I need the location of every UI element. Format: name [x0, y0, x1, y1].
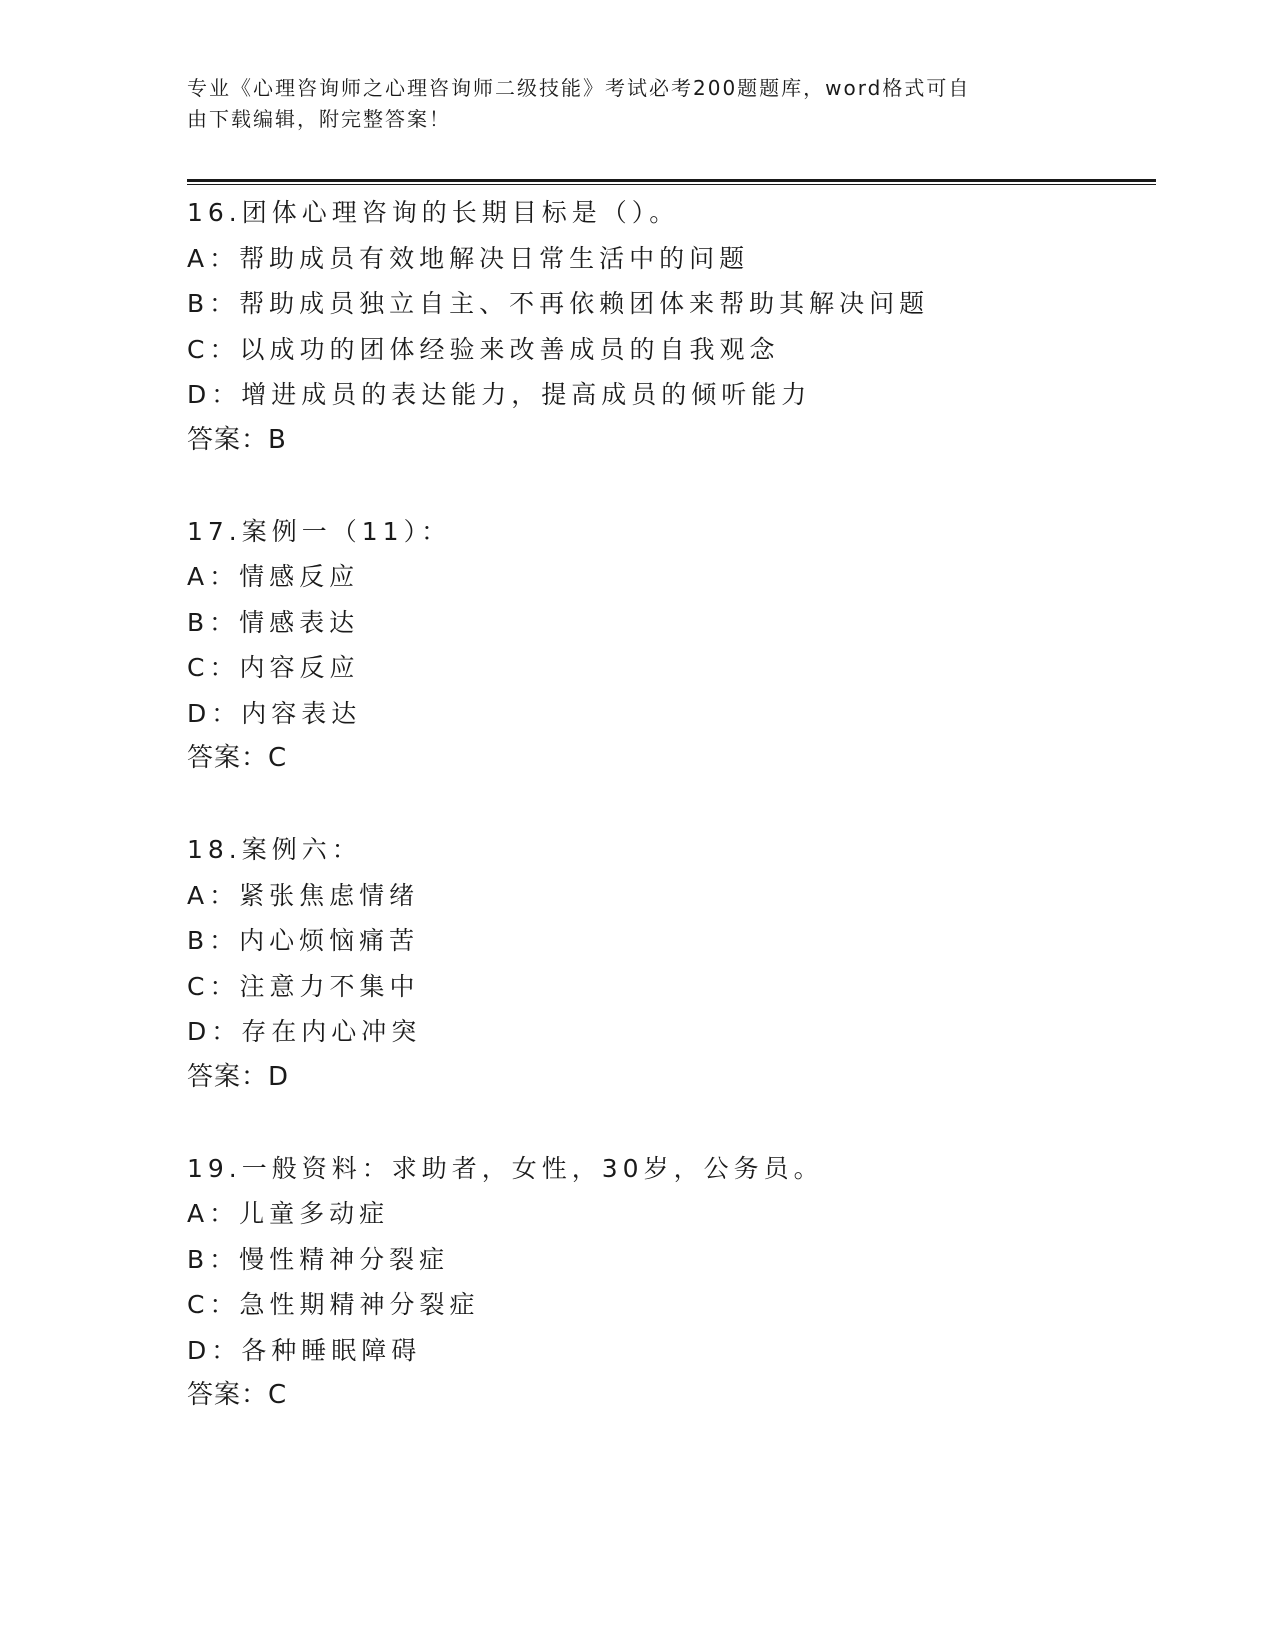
- option-b: B：慢性精神分裂症: [187, 1244, 450, 1274]
- header-divider-thick: [187, 179, 1156, 182]
- question-stem: 17.案例一（11）：: [187, 516, 452, 546]
- option-c: C：注意力不集中: [187, 971, 420, 1001]
- header-divider-thin: [187, 184, 1156, 185]
- option-b: B：内心烦恼痛苦: [187, 926, 420, 955]
- option-d: D：内容表达: [187, 698, 362, 728]
- question-17: [187, 509, 1147, 782]
- option-c: C：急性期精神分裂症: [187, 1290, 480, 1319]
- option-b: B：情感表达: [187, 607, 360, 637]
- option-c: C：以成功的团体经验来改善成员的自我观念: [187, 334, 780, 364]
- document-header: [187, 73, 1067, 135]
- option-a: A：儿童多动症: [187, 1199, 390, 1228]
- answer: 答案：C: [187, 743, 288, 773]
- option-d: D：增进成员的表达能力，提高成员的倾听能力: [187, 380, 812, 409]
- option-d: D：各种睡眠障碍: [187, 1335, 422, 1365]
- option-a: A：帮助成员有效地解决日常生活中的问题: [187, 243, 750, 273]
- option-a: A：紧张焦虑情绪: [187, 880, 420, 910]
- answer: 答案：C: [187, 1380, 288, 1410]
- question-18: [187, 827, 1147, 1100]
- question-stem: 18.案例六：: [187, 835, 362, 864]
- option-b: B：帮助成员独立自主、不再依赖团体来帮助其解决问题: [187, 289, 930, 318]
- answer: 答案：D: [187, 1061, 290, 1092]
- question-list: [187, 190, 1147, 1464]
- header-line-2: 由下载编辑，附完整答案！: [187, 107, 451, 131]
- answer: 答案：B: [187, 424, 287, 455]
- question-16: [187, 190, 1147, 463]
- question-stem: 19.一般资料：求助者，女性，30岁，公务员。: [187, 1153, 824, 1183]
- option-a: A：情感反应: [187, 562, 360, 591]
- option-d: D：存在内心冲突: [187, 1017, 422, 1046]
- question-stem: 16.团体心理咨询的长期目标是（）。: [187, 198, 680, 227]
- option-c: C：内容反应: [187, 653, 360, 682]
- header-line-1: 专业《心理咨询师之心理咨询师二级技能》考试必考200题题库，word格式可自: [187, 76, 971, 100]
- question-19: [187, 1146, 1147, 1419]
